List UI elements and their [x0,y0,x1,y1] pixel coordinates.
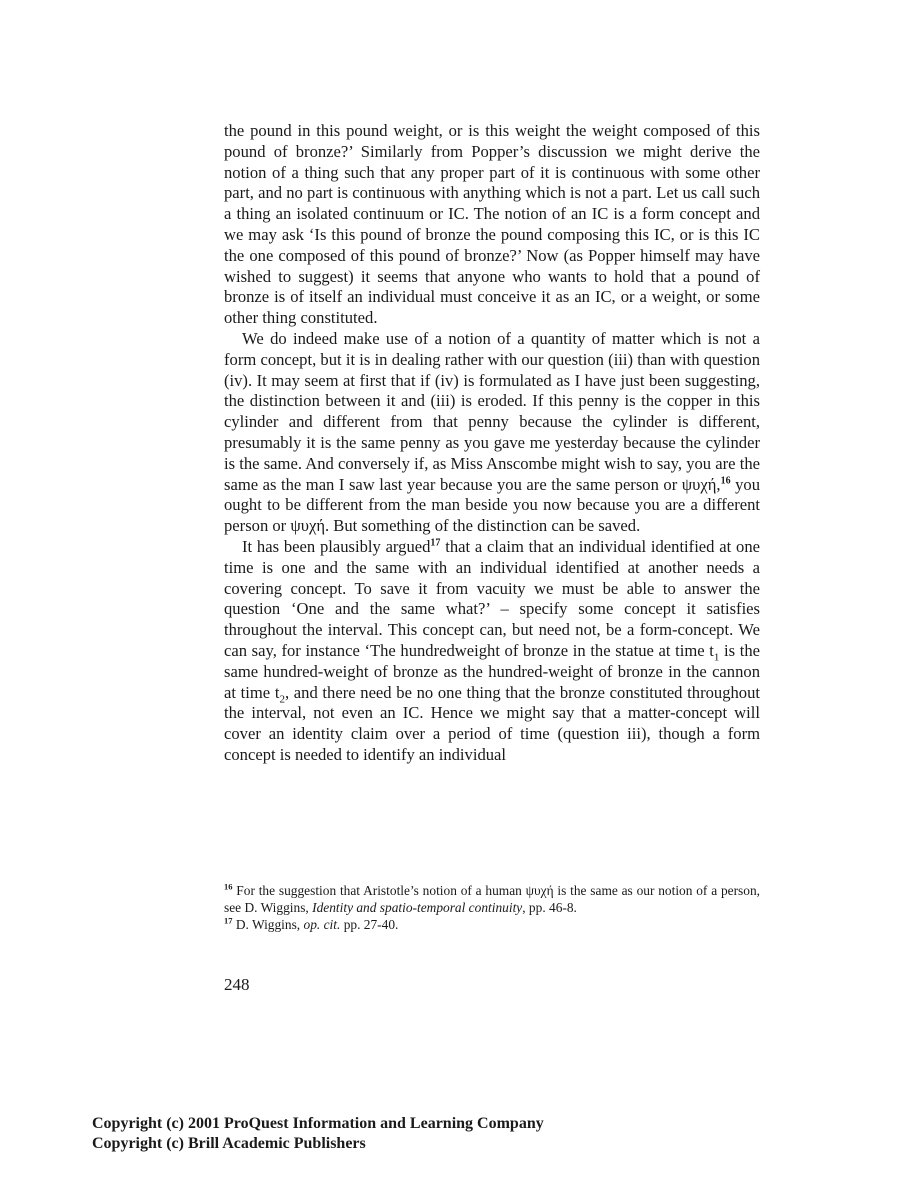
copyright-line-1: Copyright (c) 2001 ProQuest Information and Learning Company [92,1115,544,1132]
footnote-ref-17[interactable]: 17 [430,537,441,549]
paragraph-1: the pound in this pound weight, or is this weight the weight composed of this pound of bronze?’ Similarly from Popper’s discussion we might derive the notion of a thing such that any proper part of it is continuous with some other part, and no part is continuous with anything which is not a part. Let us call such a thing an isolated continuum or IC. The notion of an IC is a form concept and we may ask ‘Is this pound of bronze the pound composing this IC, or is this IC the one composed of this pound of bronze?’ Now (as Popper himself may have wished to suggest) it seems that anyone who wants to hold that a pound of bronze is of itself an individual must conceive it as an IC, or a weight, or some other thing constituted. [224,121,760,328]
footnote-17: $^{17}$ D. Wiggins, op. cit. pp. 27-40. [224,915,399,932]
footnote-16: $^{16}$ For the suggestion that Aristotle’s notion of a human ψυχή is the same as our notion of a person, see D. Wiggins, Identity and spatio-temporal continuity, pp. 46-8. [224,881,760,915]
footnote-ref-16[interactable]: 16 [720,475,731,487]
paragraph-3: It has been plausibly argued$^{17}$ that a claim that an individual identified at one time is one and the same with an individual identified at another needs a covering concept. To save it from vacuity we must be able to answer the question ‘One and the same what?’ – specify some concept it satisfies throughout the interval. This concept can, but need not, be a form-concept. We can say, for instance ‘The hundredweight of bronze in the statue at time $t_1$ is the same hundred-weight of bronze as the hundred-weight of bronze in the cannon at time $t_2$, and there need be no one thing that the bronze constituted throughout the interval, not even an IC. Hence we might say that a matter-concept will cover an identity claim over a period of time (question iii), though a form concept is needed to identify an individual [224,536,760,764]
copyright-notice [92,1114,544,1154]
page-number: 248 [224,975,250,994]
copyright-line-2: Copyright (c) Brill Academic Publishers [92,1135,366,1152]
paragraph-2: We do indeed make use of a notion of a quantity of matter which is not a form concept, but it is in dealing rather with our question (iii) than with question (iv). It may seem at first that if (iv) is formulated as I have just been suggesting, the distinction between it and (iii) is eroded. If this penny is the copper in this cylinder and different from that penny because the cylinder is different, presumably it is the same penny as you gave me yesterday because the cylinder is the same. And conversely if, as Miss Anscombe might wish to say, you are the same as the man I saw last year because you are the same person or ψυχή,$^{16}$ you ought to be different from the man beside you now because you are a different person or ψυχή. But something of the distinction can be saved. [224,328,761,536]
body-text [224,121,760,766]
footnotes [224,882,760,933]
